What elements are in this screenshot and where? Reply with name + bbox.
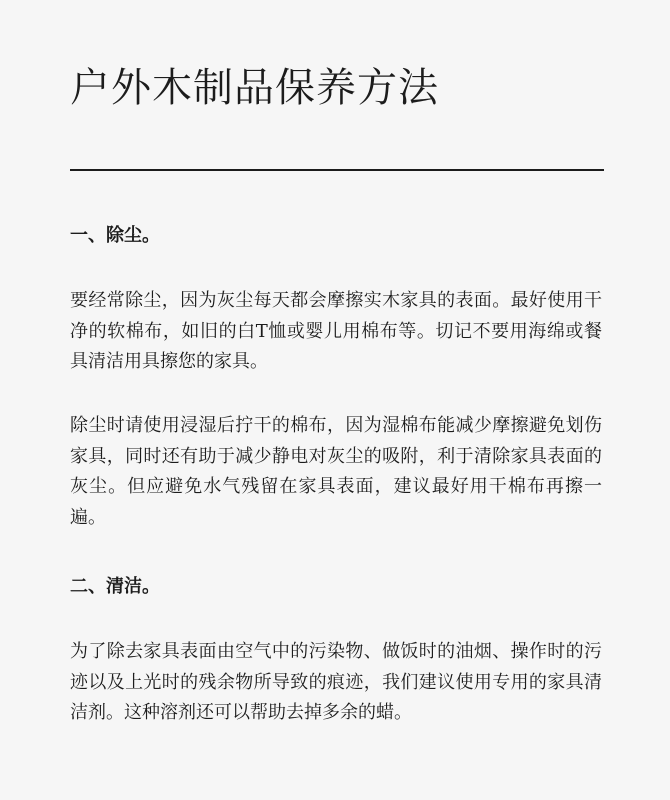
section-heading-cleaning: 二、清洁。	[70, 576, 160, 597]
article-title: 户外木制品保养方法	[70, 65, 439, 111]
section-dusting-paragraph-2: 除尘时请使用浸湿后拧干的棉布，因为湿棉布能减少摩擦避免划伤家具，同时还有助于减少静电对灰尘的吸附，利于清除家具表面的灰尘。但应避免水气残留在家具表面，建议最好用干棉布再擦一遍。	[70, 415, 602, 528]
title-divider	[70, 169, 604, 171]
section-heading-dusting: 一、除尘。	[70, 225, 160, 246]
section-cleaning-paragraph-1: 为了除去家具表面由空气中的污染物、做饭时的油烟、操作时的污迹以及上光时的残余物所导致的痕迹，我们建议使用专用的家具清洁剂。这种溶剂还可以帮助去掉多余的蜡。	[70, 641, 602, 723]
section-dusting-paragraph-1: 要经常除尘，因为灰尘每天都会摩擦实木家具的表面。最好使用干净的软棉布，如旧的白T恤或婴儿用棉布等。切记不要用海绵或餐具清洁用具擦您的家具。	[70, 290, 602, 372]
